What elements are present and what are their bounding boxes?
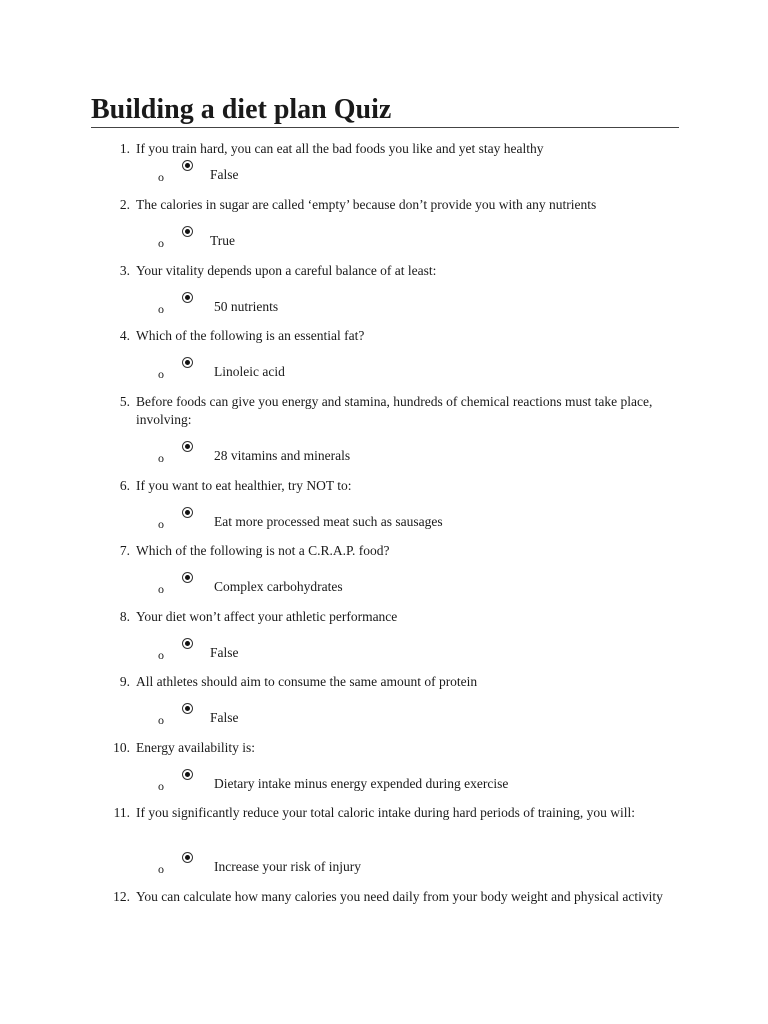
question-9 [108, 673, 678, 691]
radio-selected-icon[interactable] [182, 852, 193, 863]
radio-selected-icon[interactable] [182, 160, 193, 171]
bullet-icon: o [158, 236, 164, 250]
answer-1 [158, 160, 578, 184]
question-1 [108, 140, 678, 158]
bullet-icon: o [158, 517, 164, 531]
question-text: If you train hard, you can eat all the bad foods you like and yet stay healthy [136, 141, 544, 156]
bullet-icon: o [158, 170, 164, 184]
question-7 [108, 542, 678, 560]
question-number: 8. [119, 609, 130, 624]
question-number: 3. [119, 263, 130, 278]
radio-selected-icon[interactable] [182, 357, 193, 368]
question-text: The calories in sugar are called ‘empty’ because don’t provide you with any nutrients [136, 197, 597, 212]
question-text: Energy availability is: [136, 740, 255, 755]
answer-11 [158, 852, 578, 876]
answer-5 [158, 441, 578, 465]
answer-7 [158, 572, 578, 596]
question-4 [108, 327, 678, 345]
question-number: 6. [119, 478, 130, 493]
answer-text: False [210, 710, 239, 725]
question-number: 2. [119, 197, 130, 212]
question-text: If you want to eat healthier, try NOT to: [136, 478, 352, 493]
question-10 [108, 739, 678, 757]
question-text: All athletes should aim to consume the same amount of protein [136, 674, 478, 689]
question-number: 10. [113, 740, 130, 755]
radio-selected-icon[interactable] [182, 638, 193, 649]
answer-9 [158, 703, 578, 727]
radio-selected-icon[interactable] [182, 292, 193, 303]
question-number: 4. [119, 328, 130, 343]
answer-text: True [210, 233, 236, 248]
radio-selected-icon[interactable] [182, 226, 193, 237]
question-number: 9. [119, 674, 130, 689]
answer-text: Increase your risk of injury [214, 859, 361, 874]
question-5 [108, 393, 678, 429]
question-text: Before foods can give you energy and stamina, hundreds of chemical reactions must take place, involving: [136, 394, 653, 427]
question-3 [108, 262, 678, 280]
question-number: 11. [113, 805, 130, 820]
bullet-icon: o [158, 582, 164, 596]
answer-6 [158, 507, 578, 531]
question-number: 7. [119, 543, 130, 558]
question-text: Which of the following is an essential fat? [136, 328, 365, 343]
answer-text: False [210, 645, 239, 660]
question-text: If you significantly reduce your total caloric intake during hard periods of training, you will: [136, 805, 635, 820]
question-text: Your vitality depends upon a careful balance of at least: [136, 263, 437, 278]
radio-selected-icon[interactable] [182, 703, 193, 714]
question-text: Which of the following is not a C.R.A.P. food? [136, 543, 390, 558]
answer-text: Complex carbohydrates [214, 579, 343, 594]
page-title: Building a diet plan Quiz [91, 94, 392, 125]
question-text: Your diet won’t affect your athletic performance [136, 609, 398, 624]
answer-4 [158, 357, 578, 381]
question-number: 1. [119, 141, 130, 156]
title-underline [91, 127, 679, 128]
radio-selected-icon[interactable] [182, 572, 193, 583]
question-number: 12. [113, 889, 130, 904]
question-text: You can calculate how many calories you need daily from your body weight and physical activity [136, 889, 663, 904]
answer-text: 50 nutrients [214, 299, 279, 314]
answer-text: Dietary intake minus energy expended during exercise [214, 776, 509, 791]
question-8 [108, 608, 678, 626]
question-12 [108, 888, 678, 906]
radio-selected-icon[interactable] [182, 769, 193, 780]
answer-2 [158, 226, 578, 250]
bullet-icon: o [158, 779, 164, 793]
bullet-icon: o [158, 451, 164, 465]
answer-text: Linoleic acid [214, 364, 285, 379]
bullet-icon: o [158, 302, 164, 316]
question-2 [108, 196, 678, 214]
bullet-icon: o [158, 367, 164, 381]
bullet-icon: o [158, 862, 164, 876]
answer-3 [158, 292, 578, 316]
answer-text: 28 vitamins and minerals [214, 448, 351, 463]
radio-selected-icon[interactable] [182, 441, 193, 452]
answer-text: False [210, 167, 239, 182]
question-6 [108, 477, 678, 495]
question-11 [108, 804, 678, 822]
answer-8 [158, 638, 578, 662]
bullet-icon: o [158, 648, 164, 662]
bullet-icon: o [158, 713, 164, 727]
question-number: 5. [119, 394, 130, 409]
answer-10 [158, 769, 578, 793]
answer-text: Eat more processed meat such as sausages [214, 514, 443, 529]
radio-selected-icon[interactable] [182, 507, 193, 518]
